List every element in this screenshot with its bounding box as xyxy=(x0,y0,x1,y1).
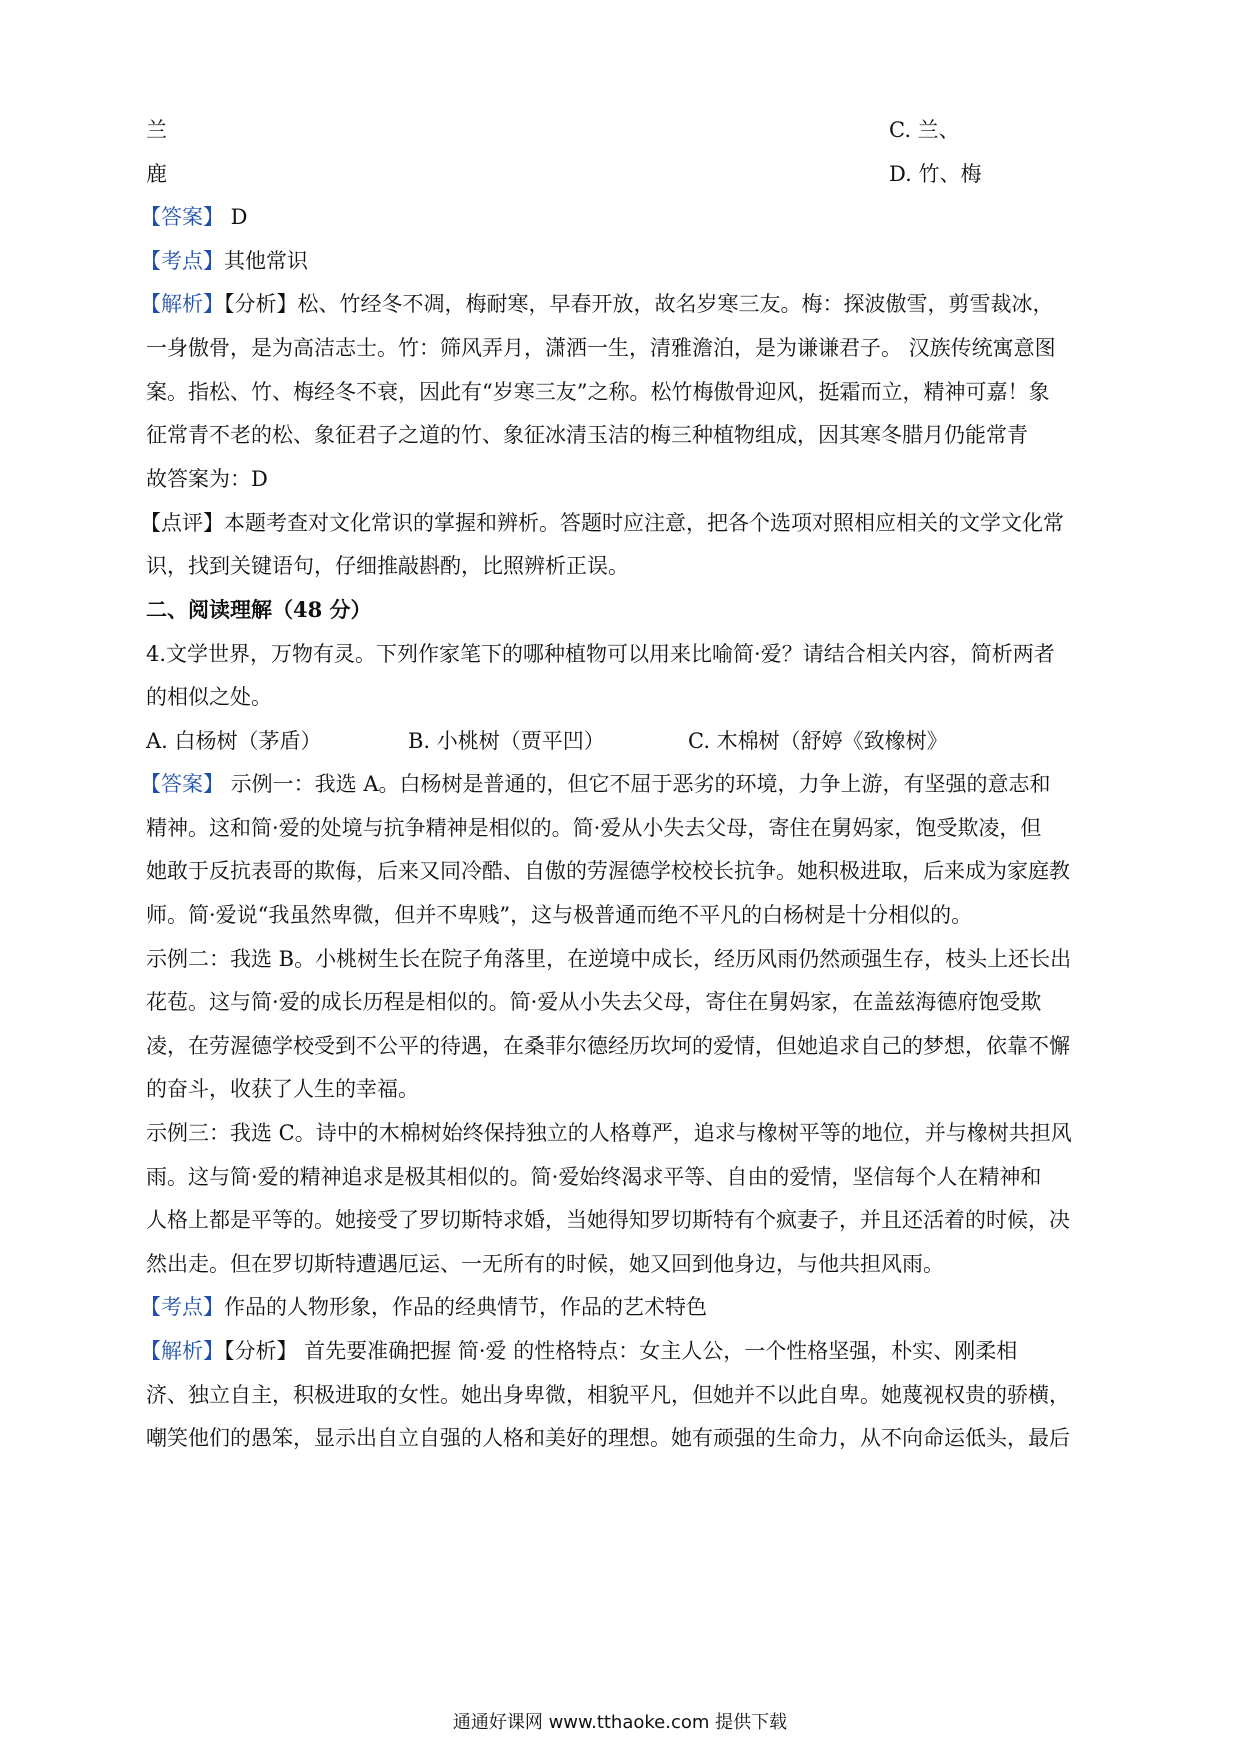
option-c: C. 木棉树（舒婷《致橡树》 xyxy=(688,729,948,753)
kaodian-line xyxy=(140,1293,1100,1321)
option-d: D. 竹、梅 xyxy=(889,162,982,186)
page-footer: 通通好课网 www.tthaoke.com 提供下载 xyxy=(452,1712,788,1733)
answer-text: 雨。这与简·爱的精神追求是极其相似的。简·爱始终渴求平等、自由的爱情，坚信每个人在精神和 xyxy=(146,1165,1042,1189)
answer-line xyxy=(140,203,1100,231)
jiexi-text: 一身傲骨，是为高洁志士。竹：筛风弄月，潇洒一生，清雅澹泊，是为谦谦君子。 汉族传统寓意图 xyxy=(146,336,1056,360)
answer-text: 示例二：我选 B。小桃树生长在院子角落里，在逆境中成长，经历风雨仍然顽强生存，枝头上还长出 xyxy=(146,947,1072,971)
option-c: C. 兰、 xyxy=(889,118,960,142)
kaodian-value: 其他常识 xyxy=(224,249,308,273)
question-stem: 4.文学世界，万物有灵。下列作家笔下的哪种植物可以用来比喻简·爱？请结合相关内容，简析两者 xyxy=(146,642,1055,666)
option-row xyxy=(146,160,1106,188)
answer-tag: 【答案】 xyxy=(140,772,224,796)
option-a: A. 白杨树（茅盾） xyxy=(146,729,322,753)
answer-text: 师。简·爱说“我虽然卑微，但并不卑贱”，这与极普通而绝不平凡的白杨树是十分相似的。 xyxy=(146,903,973,927)
jiexi-tag: 【解析】 xyxy=(140,292,224,316)
kaodian-value: 作品的人物形象，作品的经典情节，作品的艺术特色 xyxy=(224,1295,707,1319)
answer-text: 人格上都是平等的。她接受了罗切斯特求婚，当她得知罗切斯特有个疯妻子，并且还活着的时候，决 xyxy=(146,1208,1070,1232)
jiexi-text: 【分析】松、竹经冬不凋，梅耐寒，早春开放，故名岁寒三友。梅：探波傲雪，剪雪裁冰， xyxy=(224,292,1054,316)
question-stem: 的相似之处。 xyxy=(146,685,272,709)
kaodian-tag: 【考点】 xyxy=(140,249,224,273)
answer-tag: 【答案】 xyxy=(140,205,224,229)
answer-text: 的奋斗，收获了人生的幸福。 xyxy=(146,1077,419,1101)
option-left-text: 鹿 xyxy=(146,162,167,186)
jiexi-text: 嘲笑他们的愚笨，显示出自立自强的人格和美好的理想。她有顽强的生命力，从不向命运低头，最后 xyxy=(146,1426,1070,1450)
options-row xyxy=(146,727,1106,755)
answer-text: 精神。这和简·爱的处境与抗争精神是相似的。简·爱从小失去父母，寄住在舅妈家，饱受欺凌，但 xyxy=(146,816,1042,840)
section-heading: 二、阅读理解（48 分） xyxy=(146,597,372,622)
dianping-text: 【点评】本题考查对文化常识的掌握和辨析。答题时应注意，把各个选项对照相应相关的文学文化常 xyxy=(140,511,1064,535)
answer-text: 然出走。但在罗切斯特遭遇厄运、一无所有的时候，她又回到他身边，与他共担风雨。 xyxy=(146,1252,944,1276)
answer-text: 凌，在劳渥德学校受到不公平的待遇，在桑菲尔德经历坎坷的爱情，但她追求自己的梦想，依靠不懈 xyxy=(146,1034,1070,1058)
answer-text: 花苞。这与简·爱的成长历程是相似的。简·爱从小失去父母，寄住在舅妈家，在盖兹海德府饱受欺 xyxy=(146,990,1042,1014)
jiexi-text: 征常青不老的松、象征君子之道的竹、象征冰清玉洁的梅三种植物组成，因其寒冬腊月仍能常青 xyxy=(146,423,1028,447)
option-b: B. 小桃树（贾平凹） xyxy=(408,729,605,753)
answer-value: D xyxy=(224,205,248,229)
jiexi-text: 【分析】 首先要准确把握 简·爱 的性格特点：女主人公，一个性格坚强，朴实、刚柔相 xyxy=(224,1339,1018,1363)
jiexi-text: 故答案为：D xyxy=(146,467,268,491)
jiexi-line xyxy=(140,290,1100,318)
dianping-text: 识，找到关键语句，仔细推敲斟酌，比照辨析正误。 xyxy=(146,554,629,578)
answer-text: 示例三：我选 C。诗中的木棉树始终保持独立的人格尊严，追求与橡树平等的地位，并与橡树共担风 xyxy=(146,1121,1072,1145)
option-row xyxy=(146,116,1106,144)
option-left-text: 兰 xyxy=(146,118,167,142)
answer-text: 她敢于反抗表哥的欺侮，后来又同冷酷、自傲的劳渥德学校校长抗争。她积极进取，后来成为家庭教 xyxy=(146,859,1070,883)
kaodian-line xyxy=(140,247,1100,275)
jiexi-text: 案。指松、竹、梅经冬不衰，因此有“岁寒三友”之称。松竹梅傲骨迎风，挺霜而立，精神可嘉！象 xyxy=(146,380,1050,404)
jiexi-tag: 【解析】 xyxy=(140,1339,224,1363)
jiexi-text: 济、独立自主，积极进取的女性。她出身卑微，相貌平凡，但她并不以此自卑。她蔑视权贵的骄横， xyxy=(146,1383,1070,1407)
kaodian-tag: 【考点】 xyxy=(140,1295,224,1319)
jiexi-line xyxy=(140,1337,1100,1365)
answer-text: 示例一：我选 A。白杨树是普通的，但它不屈于恶劣的环境，力争上游，有坚强的意志和 xyxy=(224,772,1051,796)
answer-line xyxy=(140,770,1100,798)
